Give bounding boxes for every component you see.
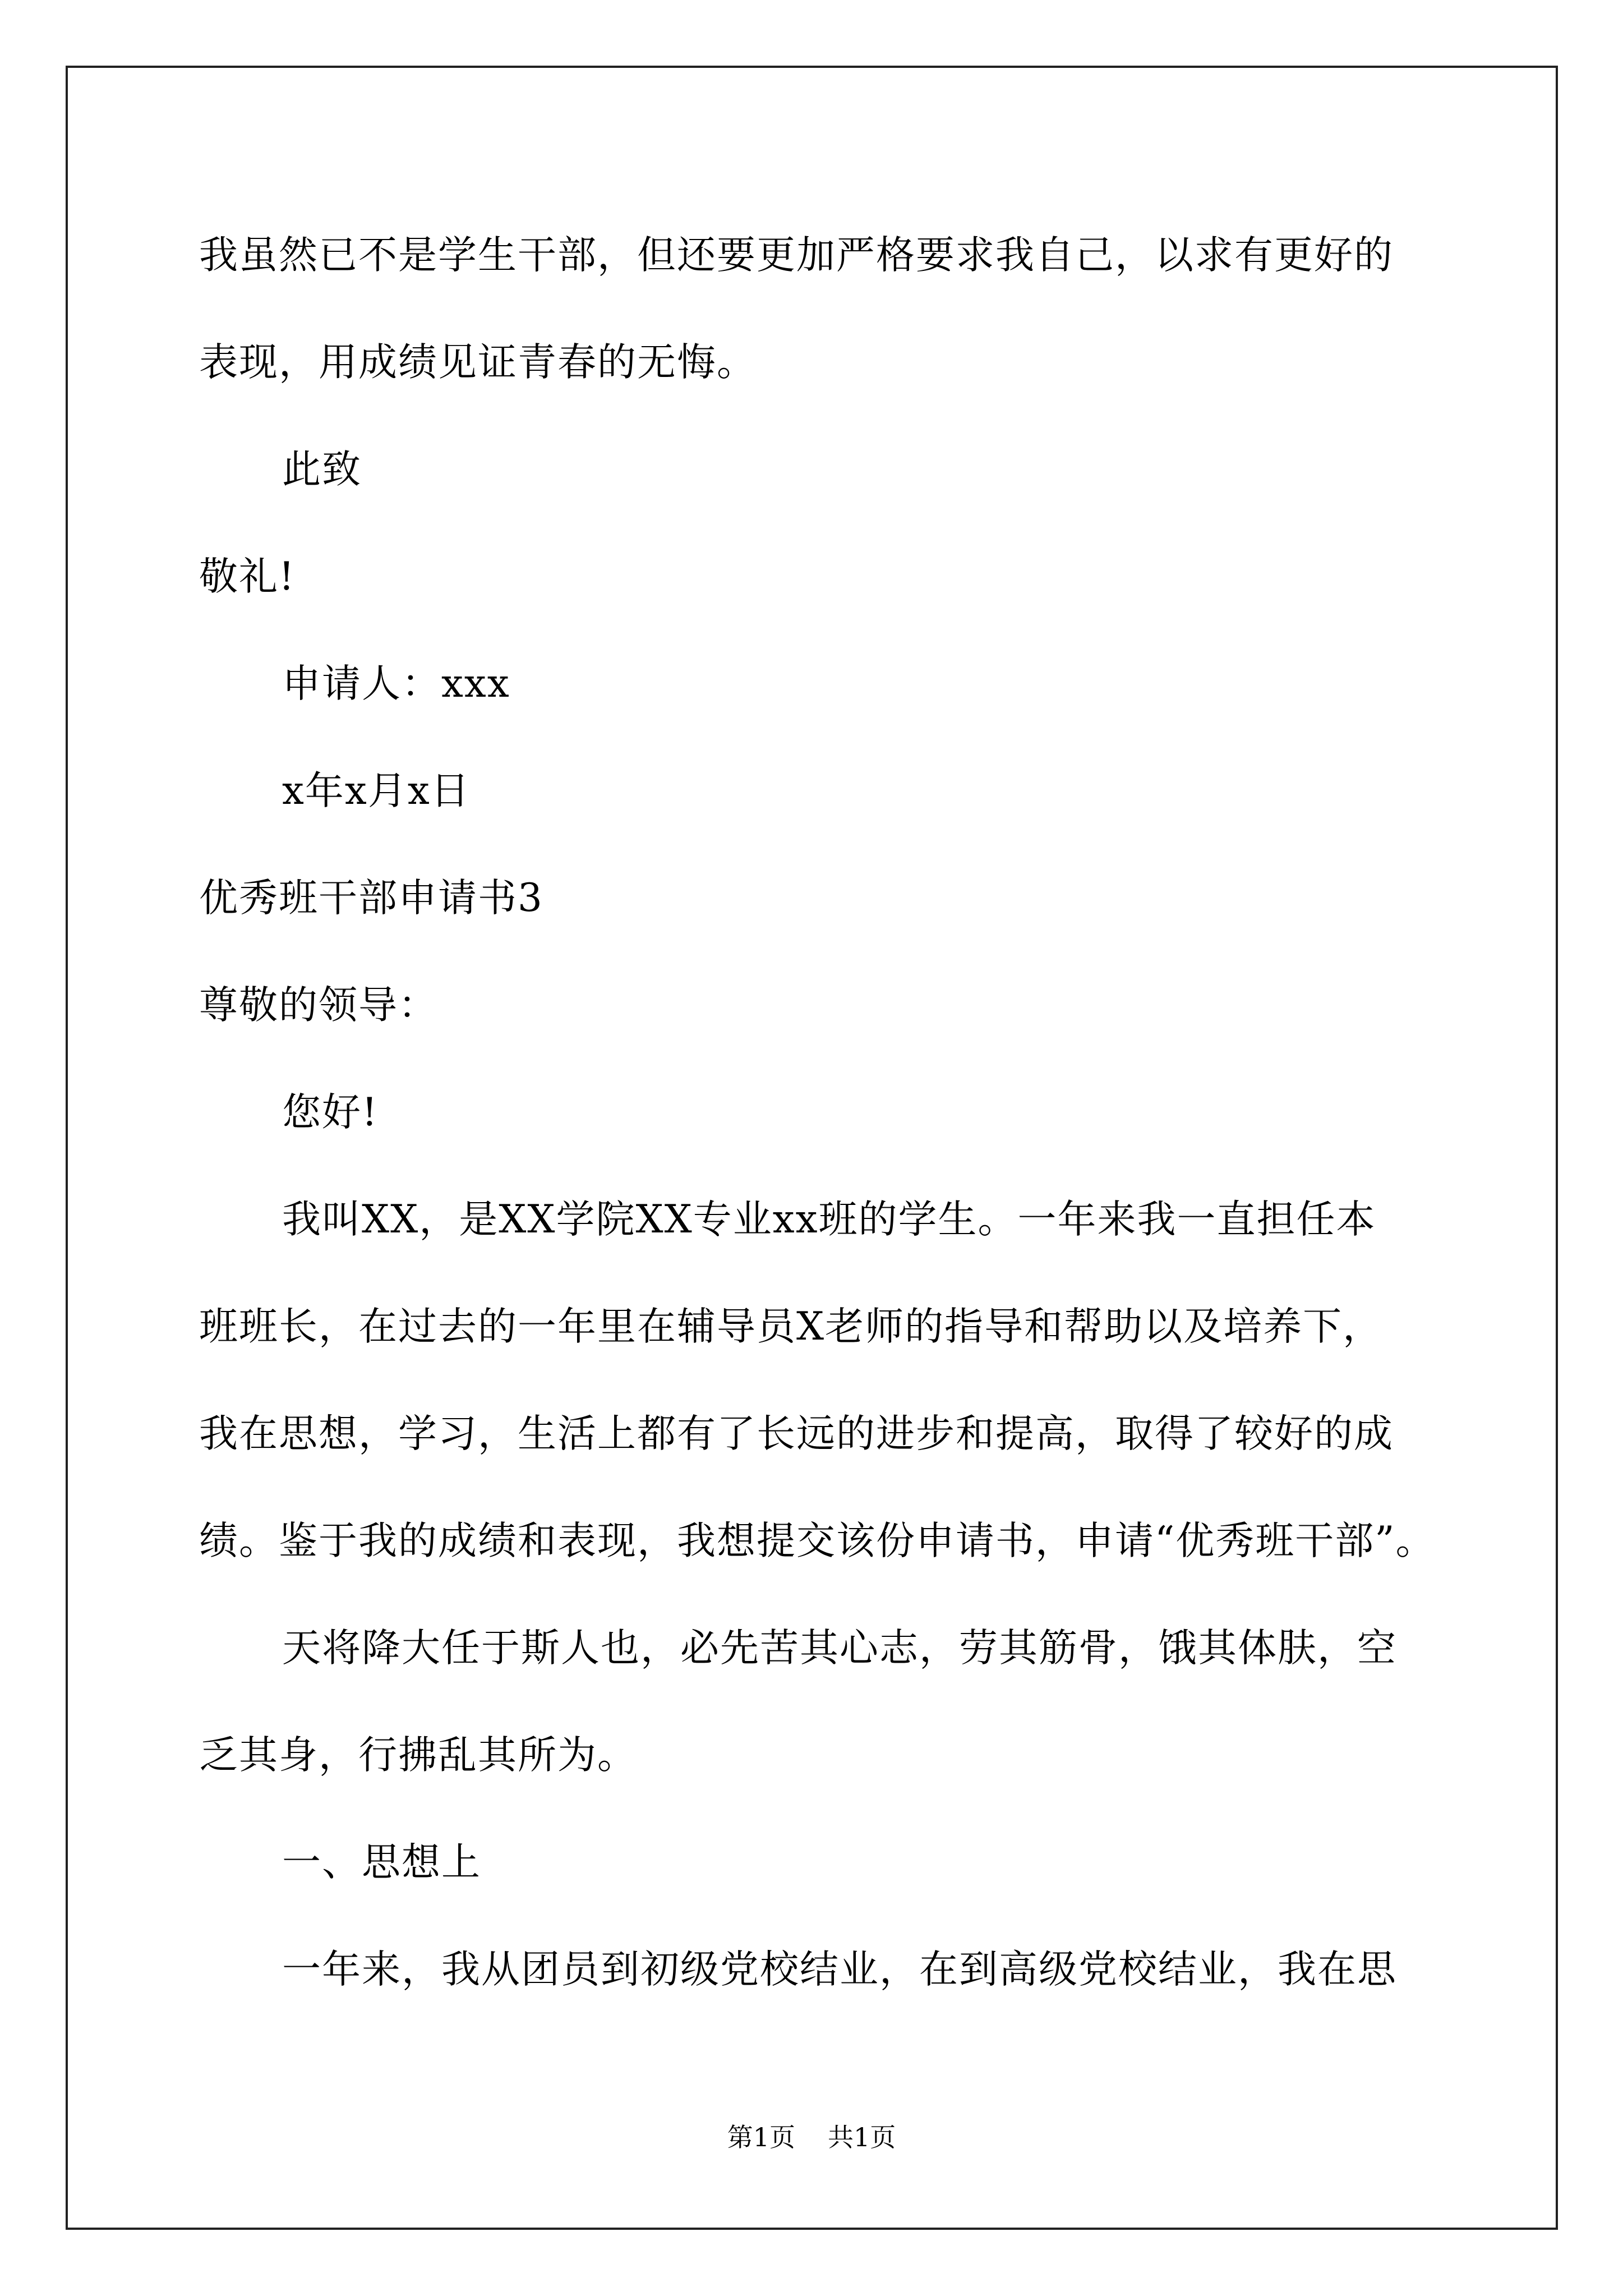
text-line: 表现，用成绩见证青春的无悔。 [199, 340, 757, 385]
text-line: 我在思想，学习，生活上都有了长远的进步和提高，取得了较好的成 [199, 1411, 1394, 1456]
signature-date: x年x月x日 [282, 769, 471, 813]
applicant-signature: 申请人：xxx [282, 661, 510, 706]
page-footer [0, 2120, 1623, 2154]
document-body [199, 202, 1436, 2023]
text-line: 一年来，我从团员到初级党校结业，在到高级党校结业，我在思 [282, 1947, 1397, 1992]
page-total: 共1页 [828, 2122, 896, 2152]
letter-greeting: 尊敬的领导： [199, 983, 438, 1028]
closing-regards: 敬礼! [199, 554, 296, 599]
text-line: 天将降大任于斯人也，必先苦其心志，劳其筋骨，饿其体肤，空 [282, 1626, 1397, 1671]
text-line: 绩。鉴于我的成绩和表现，我想提交该份申请书，申请“优秀班干部”。 [199, 1519, 1436, 1563]
letter-hello: 您好! [282, 1090, 379, 1135]
text-line: 我叫XX，是XX学院XX专业xx班的学生。一年来我一直担任本 [282, 1197, 1376, 1242]
closing-salutation: 此致 [282, 447, 362, 492]
text-line: 乏其身，行拂乱其所为。 [199, 1733, 637, 1778]
section-heading: 优秀班干部申请书3 [199, 876, 543, 921]
subsection-heading: 一、思想上 [282, 1840, 481, 1885]
text-line: 我虽然已不是学生干部，但还要更加严格要求我自己，以求有更好的 [199, 233, 1394, 278]
page-number: 第1页 [727, 2122, 795, 2152]
text-line: 班班长，在过去的一年里在辅导员X老师的指导和帮助以及培养下， [199, 1304, 1383, 1349]
